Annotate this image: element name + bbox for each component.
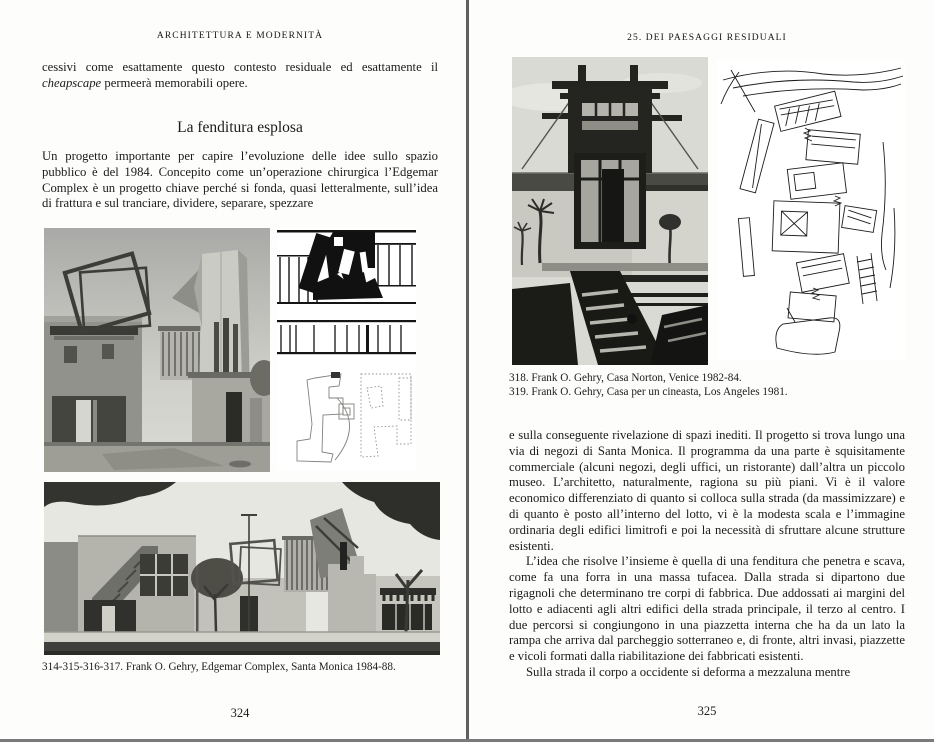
body-paragraph: e sulla conseguente rivelazione di spazi inediti. Il progetto si trova lungo una via di negozi di Santa Monica. Il programma da una parte è squisitamente commerciale (alcuni negozi, degli uffici, un ristorante) dall’altra un piccolo museo. L’architetto, naturalmente, ragiona su più piani. Vi è il valore economico differenziato di quanto si colloca sulla strada (da massimizzare) e di quanto è posto all’interno del lotto, vi è la modesta scala e l’immagine ordinaria degli edifici limitrofi e poi la necessità di sfruttare alcune strutture esistenti.: [509, 428, 905, 553]
page-number-right: 325: [697, 704, 717, 718]
edgemar-drawings-art: [277, 228, 416, 470]
running-head-right: 25. DEI PAESAGGI RESIDUALI: [627, 33, 787, 43]
edgemar-street-photo-art: [44, 482, 440, 655]
casa-norton-photo: [512, 57, 708, 365]
body-text-right: [509, 428, 905, 681]
casa-norton-photo-art: [512, 57, 708, 365]
section-heading: La fenditura esplosa: [177, 119, 303, 136]
figure-caption-edgemar: 314-315-316-317. Frank O. Gehry, Edgemar Complex, Santa Monica 1984-88.: [42, 661, 396, 673]
edgemar-courtyard-photo: [44, 228, 270, 472]
body-paragraph: Sulla strada il corpo a occidente si deforma a mezzaluna mentre: [526, 664, 851, 679]
edgemar-street-photo: [44, 482, 440, 655]
edgemar-courtyard-photo-art: [44, 228, 270, 472]
intro-paragraph: Un progetto importante per capire l’evoluzione delle idee sullo spazio pubblico è del 1984. Concepito come un’operazione chirurgica l’Edgemar Complex è un progetto chiave perché si fonda, quasi letteralmente, sull’idea di frattura e sul tranciare, dividere, separare, spezzare: [42, 149, 438, 211]
casa-cineasta-sketch-art: [717, 60, 905, 360]
gutter-divider: [466, 0, 469, 742]
paragraph-continuation: [42, 60, 438, 92]
figure-caption-norton: 318. Frank O. Gehry, Casa Norton, Venice 1982-84.: [509, 372, 742, 384]
italic-term: cheapscape: [42, 75, 102, 90]
figure-captions-right: [509, 372, 909, 399]
paragraph-continuation-post: permeerà memorabili opere.: [101, 75, 248, 90]
edgemar-drawings-figure: [277, 228, 416, 470]
body-paragraph: L’idea che risolve l’insieme è quella di una fenditura che penetra e scava, come fa una forra in una massa tufacea. Dalla strada si dipartono due rigagnoli che determinano tre corpi di fabbrica. Due addossati ai margini del lotto e adiacenti agli altri edifici della strada principale, il terzo al centro. I due percorsi si congiungono in una piazzetta interna che ha da un lato la rampa che arriva dal parcheggio sotterraneo e, di fronte, altri invasi, piazzette e vicoli formati dalla riabilitazione dei fabbricati esistenti.: [509, 554, 905, 664]
casa-cineasta-sketch: [717, 60, 905, 360]
running-head-left: ARCHITETTURA E MODERNITÀ: [156, 31, 324, 41]
figure-caption-cineasta: 319. Frank O. Gehry, Casa per un cineasta, Los Angeles 1981.: [509, 385, 788, 398]
page-number-left: 324: [230, 706, 250, 720]
paragraph-continuation-pre: cessivi come esattamente questo contesto residuale ed esattamente il: [42, 60, 438, 74]
